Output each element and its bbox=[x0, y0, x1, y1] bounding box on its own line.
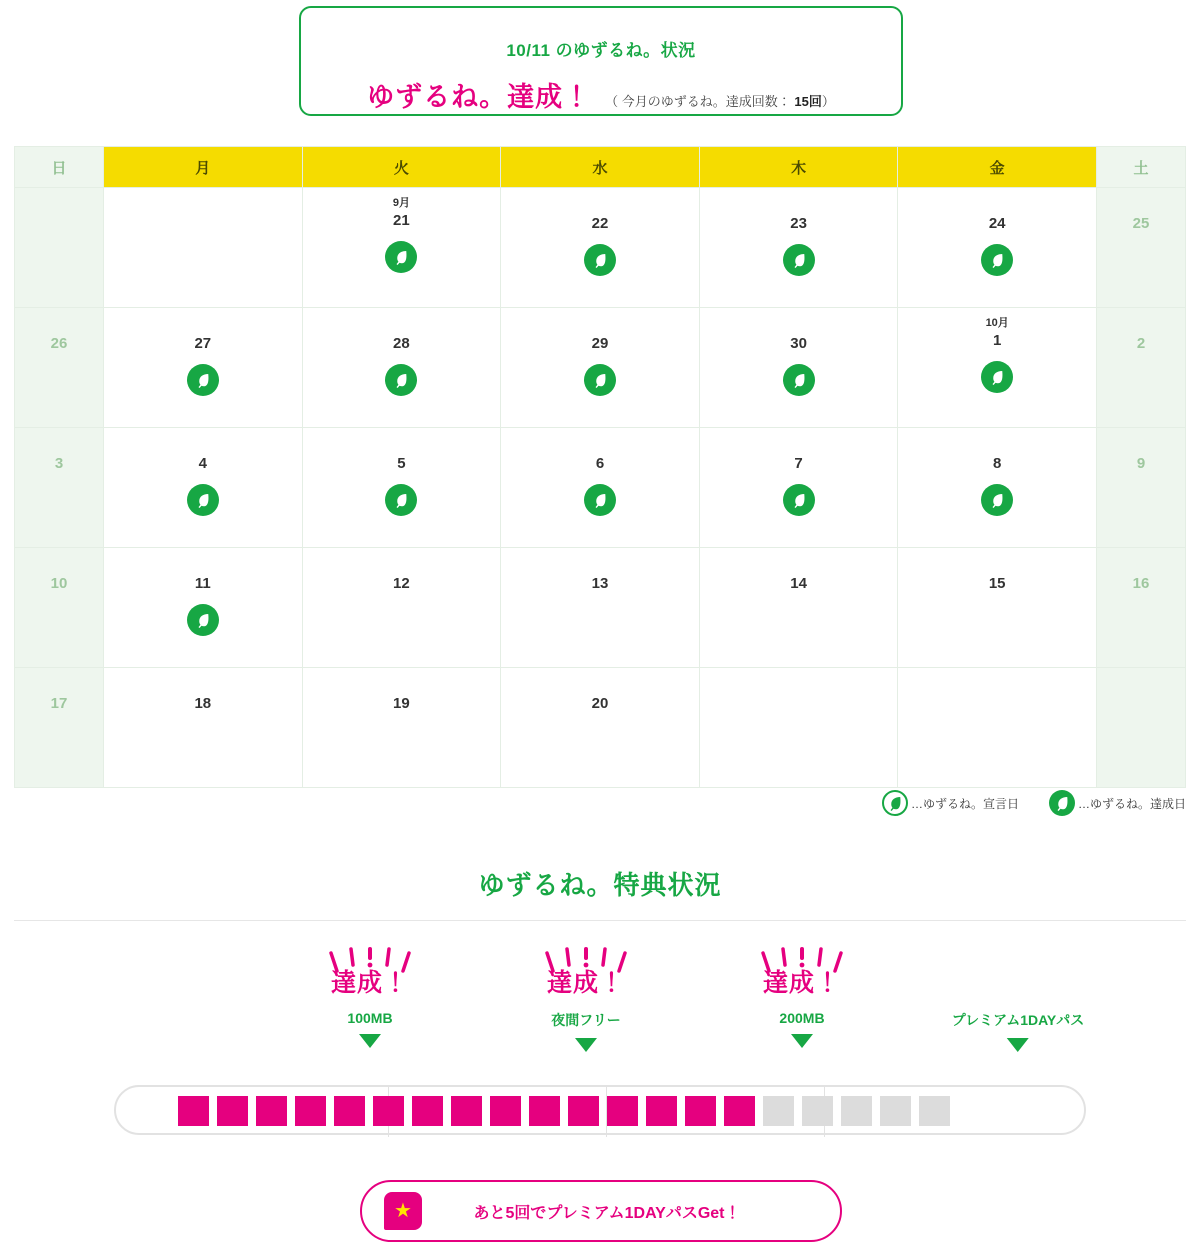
calendar-day-number: 30 bbox=[790, 335, 807, 352]
weekday-header-fri: 金 bbox=[898, 147, 1097, 188]
calendar-day-number: 28 bbox=[393, 335, 410, 352]
calendar-header-row bbox=[15, 147, 1186, 188]
calendar-body bbox=[15, 188, 1186, 788]
calendar-day-number: 20 bbox=[591, 695, 609, 712]
progress-block bbox=[295, 1096, 326, 1126]
leaf-filled-icon bbox=[584, 364, 616, 396]
calendar-day-number: 21 bbox=[393, 212, 410, 230]
calendar-day-cell[interactable] bbox=[699, 428, 898, 548]
status-title: 10/11 のゆずるね。状況 bbox=[506, 41, 696, 60]
calendar-day-number: 29 bbox=[591, 335, 609, 352]
calendar-day-cell[interactable] bbox=[15, 428, 104, 548]
leaf-filled-icon bbox=[385, 484, 417, 516]
calendar-day-number: 10 bbox=[50, 575, 68, 592]
calendar-day-number: 11 bbox=[194, 575, 211, 592]
progress-block bbox=[451, 1096, 482, 1126]
weekday-header-sun: 日 bbox=[15, 147, 104, 188]
calendar-day-number: 4 bbox=[198, 455, 207, 472]
progress-block bbox=[373, 1096, 404, 1126]
leaf-filled-icon bbox=[783, 244, 815, 276]
milestone-arrow-icon bbox=[359, 1034, 381, 1048]
calendar-day-number: 9 bbox=[1136, 455, 1146, 472]
leaf-filled-icon bbox=[783, 364, 815, 396]
premium-pass-cta[interactable] bbox=[360, 1180, 842, 1242]
progress-block bbox=[529, 1096, 560, 1126]
progress-block bbox=[256, 1096, 287, 1126]
cta-text: あと5回でプレミアム1DAYパスGet！ bbox=[473, 1204, 741, 1222]
calendar-day-cell[interactable] bbox=[302, 668, 501, 788]
progress-block bbox=[412, 1096, 443, 1126]
calendar-day-cell[interactable] bbox=[1097, 308, 1186, 428]
progress-block bbox=[607, 1096, 638, 1126]
calendar-day-cell[interactable] bbox=[104, 428, 303, 548]
benefits-title: ゆずるね。特典状況 bbox=[478, 870, 722, 900]
calendar-day-cell[interactable] bbox=[699, 188, 898, 308]
calendar-month-label: 10月 bbox=[985, 317, 1009, 329]
milestone-1 bbox=[315, 945, 425, 1048]
progress-blocks bbox=[178, 1096, 950, 1126]
milestone-2 bbox=[531, 945, 641, 1052]
calendar-day-cell[interactable] bbox=[104, 308, 303, 428]
milestone-4 bbox=[952, 945, 1085, 1052]
leaf-filled-icon bbox=[1049, 790, 1075, 816]
calendar-day-cell[interactable] bbox=[1097, 188, 1186, 308]
calendar-day-number: 25 bbox=[1132, 215, 1150, 232]
burst-placeholder bbox=[952, 945, 1085, 971]
status-row bbox=[301, 75, 901, 114]
calendar-empty-cell bbox=[15, 188, 104, 308]
calendar-week-row bbox=[15, 548, 1186, 668]
progress-block bbox=[802, 1096, 833, 1126]
calendar-day-number: 7 bbox=[794, 455, 803, 472]
leaf-filled-icon bbox=[187, 484, 219, 516]
leaf-filled-icon bbox=[187, 364, 219, 396]
milestone-achieved-label: 達成！ bbox=[762, 969, 841, 997]
calendar-day-number: 13 bbox=[591, 575, 609, 592]
calendar-day-number: 8 bbox=[993, 455, 1002, 472]
leaf-outline-icon bbox=[882, 790, 908, 816]
progress-block bbox=[919, 1096, 950, 1126]
milestone-label: プレミアム1DAYパス bbox=[951, 1012, 1085, 1028]
status-note-count: 15回 bbox=[794, 94, 822, 109]
milestone-achieved-label: 達成！ bbox=[330, 969, 409, 997]
progress-block bbox=[334, 1096, 365, 1126]
status-note-suffix: ） bbox=[821, 94, 835, 109]
progress-block bbox=[646, 1096, 677, 1126]
benefit-milestones bbox=[14, 945, 1186, 1075]
leaf-filled-icon bbox=[783, 484, 815, 516]
calendar-day-cell[interactable] bbox=[501, 188, 700, 308]
weekday-header-sat: 土 bbox=[1097, 147, 1186, 188]
calendar-day-number: 23 bbox=[790, 215, 807, 232]
calendar-day-number: 24 bbox=[988, 215, 1006, 232]
calendar-week-row bbox=[15, 428, 1186, 548]
calendar-day-number: 27 bbox=[194, 335, 212, 352]
calendar-day-cell[interactable] bbox=[1097, 548, 1186, 668]
calendar-day-cell[interactable] bbox=[699, 308, 898, 428]
burst-icon bbox=[531, 945, 641, 971]
calendar-day-cell[interactable] bbox=[104, 548, 303, 668]
calendar-day-number: 2 bbox=[1136, 335, 1146, 352]
milestone-3 bbox=[747, 945, 857, 1048]
legend-achieved bbox=[1049, 790, 1186, 816]
calendar-day-cell[interactable] bbox=[898, 548, 1097, 668]
weekday-header-wed: 水 bbox=[501, 147, 700, 188]
calendar-legend bbox=[882, 790, 1186, 816]
progress-block bbox=[763, 1096, 794, 1126]
progress-block bbox=[841, 1096, 872, 1126]
calendar-day-cell[interactable] bbox=[898, 308, 1097, 428]
progress-block bbox=[490, 1096, 521, 1126]
calendar-day-cell[interactable] bbox=[501, 428, 700, 548]
calendar-day-cell[interactable] bbox=[302, 428, 501, 548]
calendar-empty-cell bbox=[699, 668, 898, 788]
status-monthly-count bbox=[605, 91, 835, 110]
calendar-empty-cell bbox=[898, 668, 1097, 788]
calendar-week-row bbox=[15, 668, 1186, 788]
burst-icon bbox=[747, 945, 857, 971]
calendar-day-cell[interactable] bbox=[15, 308, 104, 428]
calendar-day-number: 1 bbox=[993, 332, 1002, 350]
star-glyph: ★ bbox=[394, 1200, 412, 1222]
calendar-month-label: 9月 bbox=[392, 197, 410, 209]
leaf-filled-icon bbox=[385, 241, 417, 273]
calendar-day-cell[interactable] bbox=[501, 308, 700, 428]
legend-achieved-label: …ゆずるね。達成日 bbox=[1077, 796, 1186, 811]
calendar-day-cell[interactable] bbox=[1097, 428, 1186, 548]
leaf-filled-icon bbox=[981, 361, 1013, 393]
benefits-divider bbox=[14, 920, 1186, 921]
calendar-day-number: 26 bbox=[50, 335, 68, 352]
calendar-day-number: 16 bbox=[1132, 575, 1150, 592]
leaf-filled-icon bbox=[187, 604, 219, 636]
leaf-filled-icon bbox=[584, 244, 616, 276]
calendar-day-cell[interactable] bbox=[302, 308, 501, 428]
calendar-day-cell[interactable] bbox=[501, 668, 700, 788]
calendar-week-row bbox=[15, 188, 1186, 308]
burst-icon bbox=[315, 945, 425, 971]
calendar-day-cell[interactable] bbox=[699, 548, 898, 668]
calendar-day-number: 6 bbox=[595, 455, 605, 472]
legend-declared bbox=[882, 790, 1019, 816]
progress-block bbox=[724, 1096, 755, 1126]
milestone-label: 200MB bbox=[779, 1010, 825, 1026]
calendar-day-number: 12 bbox=[393, 575, 410, 592]
calendar-day-number: 14 bbox=[790, 575, 807, 592]
milestone-arrow-icon bbox=[791, 1034, 813, 1048]
star-badge-icon bbox=[384, 1192, 422, 1230]
milestone-arrow-icon bbox=[575, 1038, 597, 1052]
calendar-day-number: 15 bbox=[988, 575, 1006, 592]
progress-block bbox=[217, 1096, 248, 1126]
calendar-empty-cell bbox=[104, 188, 303, 308]
calendar-day-number: 3 bbox=[54, 455, 64, 472]
calendar bbox=[14, 146, 1186, 788]
leaf-filled-icon bbox=[981, 244, 1013, 276]
leaf-filled-icon bbox=[584, 484, 616, 516]
status-note-prefix: （ 今月のゆずるね。達成回数： bbox=[605, 94, 791, 109]
calendar-empty-cell bbox=[1097, 668, 1186, 788]
calendar-day-cell[interactable] bbox=[15, 668, 104, 788]
weekday-header-tue: 火 bbox=[302, 147, 501, 188]
status-banner bbox=[299, 6, 903, 116]
milestone-label: 夜間フリー bbox=[551, 1012, 621, 1028]
calendar-day-cell[interactable] bbox=[104, 668, 303, 788]
progress-block bbox=[178, 1096, 209, 1126]
calendar-day-cell[interactable] bbox=[302, 188, 501, 308]
calendar-day-number: 17 bbox=[50, 695, 68, 712]
legend-declared-label: …ゆずるね。宣言日 bbox=[910, 796, 1019, 811]
milestone-label: 100MB bbox=[347, 1010, 393, 1026]
progress-block bbox=[880, 1096, 911, 1126]
milestone-achieved-label: 達成！ bbox=[546, 969, 625, 997]
weekday-header-thu: 木 bbox=[699, 147, 898, 188]
calendar-day-cell[interactable] bbox=[302, 548, 501, 668]
calendar-day-number: 19 bbox=[393, 695, 410, 712]
progress-block bbox=[685, 1096, 716, 1126]
calendar-day-number: 22 bbox=[591, 215, 609, 232]
status-achieved-label: ゆずるね。達成！ bbox=[367, 82, 592, 112]
calendar-day-cell[interactable] bbox=[15, 548, 104, 668]
milestone-arrow-icon bbox=[1007, 1038, 1029, 1052]
weekday-header-mon: 月 bbox=[104, 147, 303, 188]
calendar-day-cell[interactable] bbox=[898, 188, 1097, 308]
leaf-filled-icon bbox=[981, 484, 1013, 516]
calendar-day-cell[interactable] bbox=[898, 428, 1097, 548]
calendar-day-number: 5 bbox=[397, 455, 406, 472]
progress-block bbox=[568, 1096, 599, 1126]
leaf-filled-icon bbox=[385, 364, 417, 396]
calendar-day-number: 18 bbox=[194, 695, 212, 712]
calendar-day-cell[interactable] bbox=[501, 548, 700, 668]
calendar-week-row bbox=[15, 308, 1186, 428]
